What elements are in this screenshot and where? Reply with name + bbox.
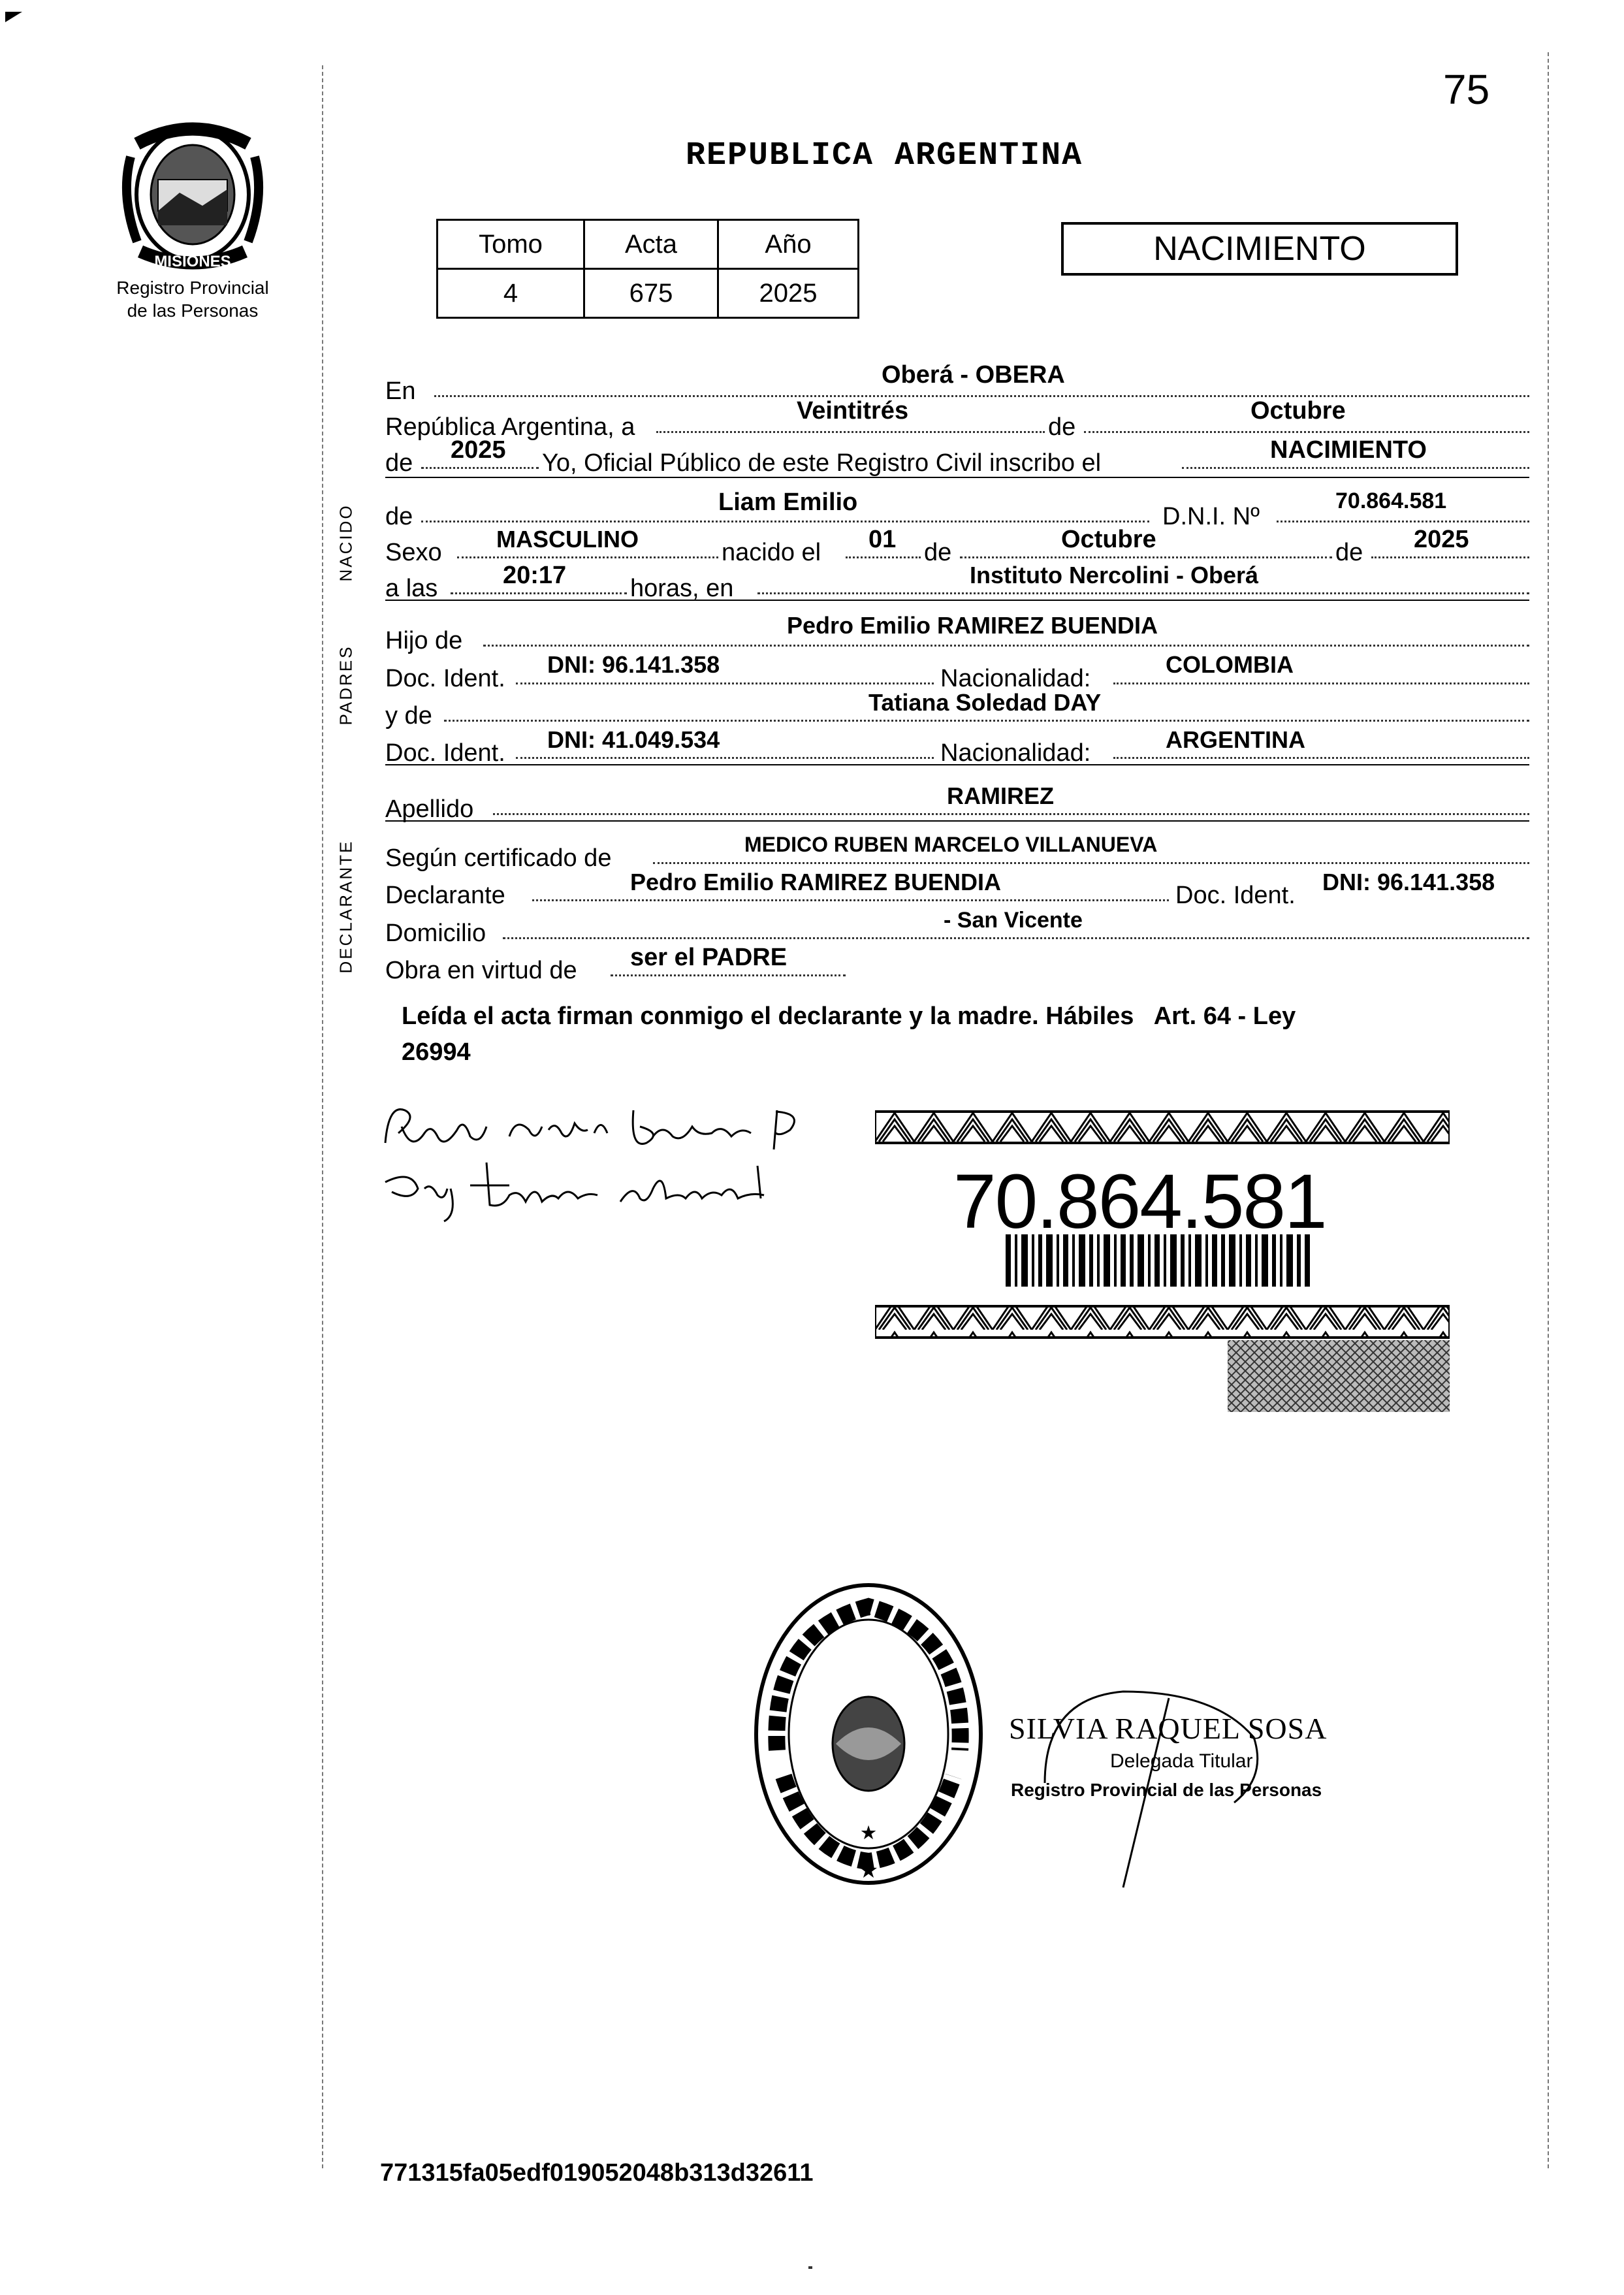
label-nacionalidad2: Nacionalidad: <box>940 739 1091 767</box>
label-de3: de <box>924 539 952 566</box>
label-doc-ident2: Doc. Ident. <box>385 739 505 767</box>
official-name: SILVIA RAQUEL SOSA <box>1009 1712 1328 1745</box>
value-domicilio: - San Vicente <box>944 908 1083 933</box>
page-number: 75 <box>1443 66 1490 113</box>
dotline <box>1113 757 1529 759</box>
label-de: de <box>1048 413 1076 441</box>
value-padre-nac: COLOMBIA <box>1166 651 1294 678</box>
value-mes-nac: Octubre <box>1061 526 1156 553</box>
dotline <box>434 395 1529 397</box>
label-yo-oficial: Yo, Oficial Público de este Registro Civil inscribo el <box>542 449 1102 477</box>
label-en: En <box>385 377 416 405</box>
dotline <box>1182 467 1529 469</box>
value-declarante: Pedro Emilio RAMIREZ BUENDIA <box>630 869 1002 895</box>
dotline <box>421 467 539 469</box>
label-doc-ident3: Doc. Ident. <box>1175 882 1296 909</box>
label-de4: de <box>1335 539 1363 566</box>
value-nombre: Liam Emilio <box>718 489 858 516</box>
reference-table <box>436 219 859 319</box>
value-mes-acta: Octubre <box>1250 397 1346 425</box>
value-padre-dni: DNI: 96.141.358 <box>547 651 720 678</box>
dotline <box>1084 431 1529 433</box>
doc-type-label: NACIMIENTO <box>1153 230 1366 268</box>
dotline <box>503 937 1529 939</box>
registry-round-stamp <box>751 1581 986 1887</box>
doc-type-box <box>1061 222 1458 276</box>
label-obra: Obra en virtud de <box>385 957 577 984</box>
dotline <box>1277 521 1529 522</box>
value-lugar: Oberá - OBERA <box>882 361 1065 389</box>
dotline <box>611 974 846 976</box>
dni-sticker <box>875 1110 1450 1417</box>
svg-text:★: ★ <box>858 1859 879 1883</box>
value-dni: 70.864.581 <box>1335 489 1447 513</box>
value-anio-nac: 2025 <box>1414 526 1469 553</box>
value-tipo: NACIMIENTO <box>1270 436 1427 464</box>
value-madre-dni: DNI: 41.049.534 <box>547 726 720 753</box>
ref-value-acta: 675 <box>584 269 718 318</box>
official-org: Registro Provincial de las Personas <box>1011 1780 1322 1800</box>
value-sexo: MASCULINO <box>496 526 639 553</box>
label-domicilio: Domicilio <box>385 920 486 947</box>
ref-header-tomo: Tomo <box>438 220 584 269</box>
divider-4 <box>385 820 1529 822</box>
dotline <box>846 556 921 558</box>
label-sexo: Sexo <box>385 539 442 566</box>
label-segun: Según certificado de <box>385 844 612 872</box>
dotline <box>451 592 627 594</box>
dotline <box>656 431 1045 433</box>
label-dni: D.N.I. Nº <box>1162 503 1260 530</box>
value-madre: Tatiana Soledad DAY <box>868 689 1102 716</box>
dotline <box>516 682 934 684</box>
label-republica: República Argentina, a <box>385 413 635 441</box>
value-declarante-dni: DNI: 96.141.358 <box>1322 869 1495 895</box>
misiones-seal <box>118 118 268 274</box>
side-label-padres: PADRES <box>336 645 356 726</box>
right-margin-line <box>1548 52 1549 2168</box>
dotline <box>493 813 1529 815</box>
dotline <box>444 720 1529 722</box>
closing-line2: 26994 <box>402 1038 471 1066</box>
value-dia-acta: Veintitrés <box>797 397 909 425</box>
value-apellido: RAMIREZ <box>947 782 1054 809</box>
divider-2 <box>385 600 1529 601</box>
page-title: REPUBLICA ARGENTINA <box>686 137 1083 174</box>
dotline <box>757 592 1529 594</box>
label-de-nacido: de <box>385 503 413 530</box>
side-label-nacido: NACIDO <box>336 504 356 582</box>
svg-text:★: ★ <box>861 1823 876 1842</box>
label-y-de: y de <box>385 702 432 730</box>
official-title: Delegada Titular <box>1110 1750 1253 1772</box>
registry-name-line1: Registro Provincial <box>116 278 269 298</box>
label-de2: de <box>385 449 413 477</box>
signature-mother <box>372 1156 816 1228</box>
registry-name-line2: de las Personas <box>127 300 259 321</box>
value-dia-nac: 01 <box>868 526 897 553</box>
footer-hash: 771315fa05edf019052048b313d32611 <box>380 2159 814 2187</box>
label-nacionalidad: Nacionalidad: <box>940 665 1091 692</box>
dotline <box>532 899 1169 901</box>
signature-father <box>372 1097 842 1159</box>
corner-mark-icon <box>5 12 22 22</box>
label-nacido-el: nacido el <box>722 539 821 566</box>
value-obra: ser el PADRE <box>630 944 788 971</box>
dotline <box>1371 556 1529 558</box>
ref-header-anio: Año <box>718 220 859 269</box>
dotline <box>653 862 1529 864</box>
bottom-mark <box>808 2266 812 2269</box>
svg-text:MISIONES: MISIONES <box>154 253 231 270</box>
value-madre-nac: ARGENTINA <box>1166 726 1305 753</box>
value-hora: 20:17 <box>503 562 567 589</box>
value-anio-acta: 2025 <box>451 436 506 464</box>
side-label-declarante: DECLARANTE <box>336 839 356 974</box>
value-lugar-nac: Instituto Nercolini - Oberá <box>970 562 1259 588</box>
value-certificado: MEDICO RUBEN MARCELO VILLANUEVA <box>744 833 1158 856</box>
label-declarante: Declarante <box>385 882 505 909</box>
ref-value-tomo: 4 <box>438 269 584 318</box>
dotline <box>1113 682 1529 684</box>
sticker-dni-number: 70.864.581 <box>953 1159 1326 1245</box>
dotline <box>516 757 934 759</box>
ref-header-acta: Acta <box>584 220 718 269</box>
dotline <box>421 521 1149 522</box>
ref-value-anio: 2025 <box>718 269 859 318</box>
label-doc-ident: Doc. Ident. <box>385 665 505 692</box>
dotline <box>457 556 718 558</box>
label-hijo-de: Hijo de <box>385 627 463 654</box>
dotline <box>960 556 1332 558</box>
left-margin-line <box>322 65 323 2168</box>
closing-line1: Leída el acta firman conmigo el declarante y la madre. Hábiles Art. 64 - Ley <box>402 1003 1296 1030</box>
value-padre: Pedro Emilio RAMIREZ BUENDIA <box>787 612 1158 639</box>
dotline <box>483 645 1529 647</box>
label-horas-en: horas, en <box>630 575 734 602</box>
label-a-las: a las <box>385 575 438 602</box>
label-apellido: Apellido <box>385 795 474 823</box>
